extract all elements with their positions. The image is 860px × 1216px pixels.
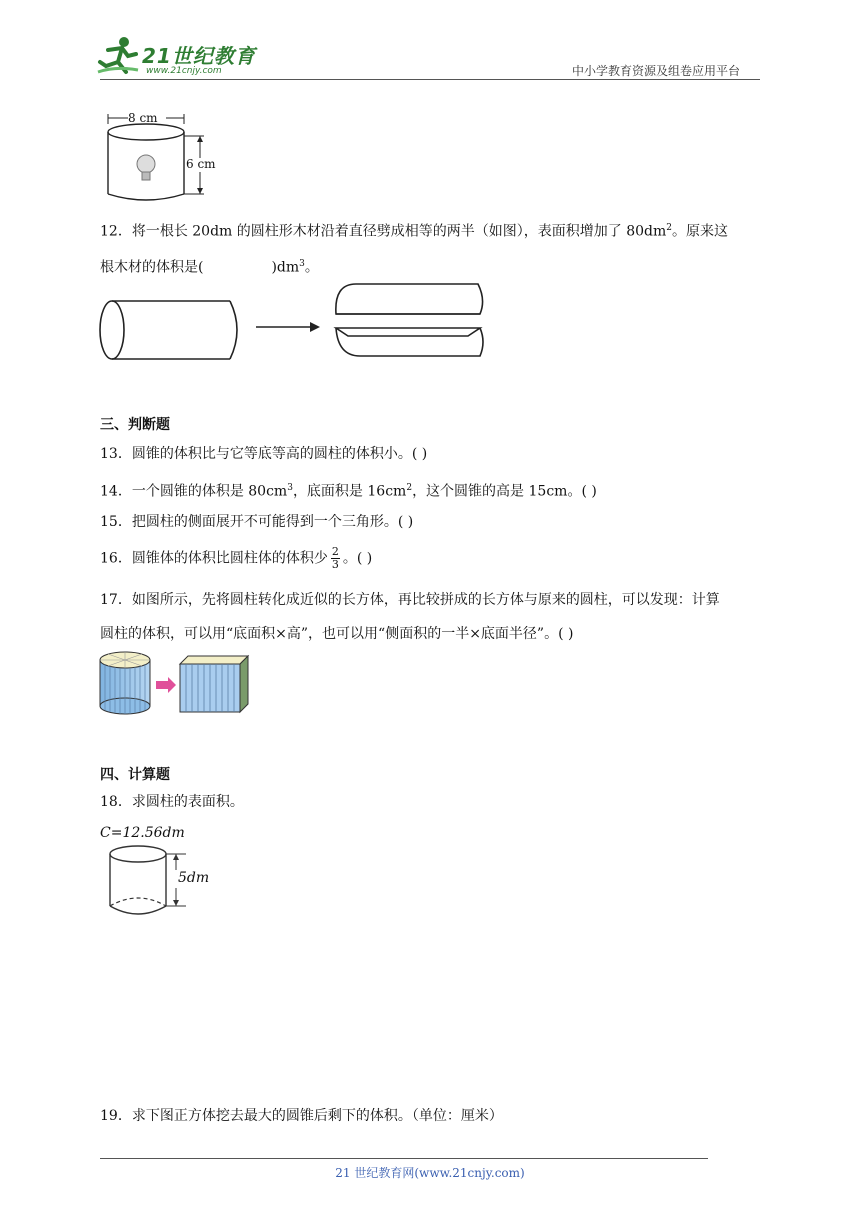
question-12-line1: 12．将一根长 20dm 的圆柱形木材沿着直径劈成相等的两半（如图），表面积增加了 $80dm^2$。原来这: [100, 223, 729, 240]
footer-text: 21 世纪教育网(www.21cnjy.com): [335, 1166, 525, 1180]
fraction: $\frac{2}{3}$: [331, 545, 339, 571]
question-15: 15．把圆柱的侧面展开不可能得到一个三角形。( ): [100, 514, 414, 530]
log-split-figure: [98, 280, 488, 364]
lamp-top-label: 8 cm: [128, 111, 158, 125]
logo-url: www.21cnjy.com: [146, 66, 222, 76]
header: [0, 0, 860, 90]
section-title-calculation: 四、计算题: [100, 767, 170, 783]
question-17-line2: 圆柱的体积，可以用“底面积×高”，也可以用“侧面积的一半×底面半径”。( ): [100, 626, 574, 642]
footer-divider: [100, 1158, 708, 1159]
question-18: 18．求圆柱的表面积。: [100, 794, 244, 810]
circumference-label: C=12.56dm: [100, 825, 185, 841]
question-16: 16．圆锥体的体积比圆柱体的体积少 $\frac{2}{3}$ 。( ): [100, 545, 373, 571]
cylinder-to-cuboid-figure: [98, 648, 250, 718]
question-17-line1: 17．如图所示，先将圆柱转化成近似的长方体，再比较拼成的长方体与原来的圆柱，可以发现：计算: [100, 592, 720, 608]
header-divider: [100, 79, 760, 80]
question-19: 19．求下图正方体挖去最大的圆锥后剩下的体积。（单位：厘米）: [100, 1108, 503, 1124]
lamp-side-label: 6 cm: [186, 157, 216, 171]
section-title-judgment: 三、判断题: [100, 417, 170, 433]
question-14: 14．一个圆锥的体积是 $80cm^3$，底面积是 $16cm^2$，这个圆锥的高是 15cm。( ): [100, 483, 597, 500]
question-12-line2: 根木材的体积是( )$dm^3$。: [100, 259, 319, 276]
height-label: 5dm: [178, 870, 210, 886]
logo-runner-icon: [96, 36, 140, 76]
question-13: 13．圆锥的体积比与它等底等高的圆柱的体积小。( ): [100, 446, 428, 462]
logo-text: 21世纪教育: [142, 44, 256, 68]
header-platform-text: 中小学教育资源及组卷应用平台: [572, 64, 741, 78]
